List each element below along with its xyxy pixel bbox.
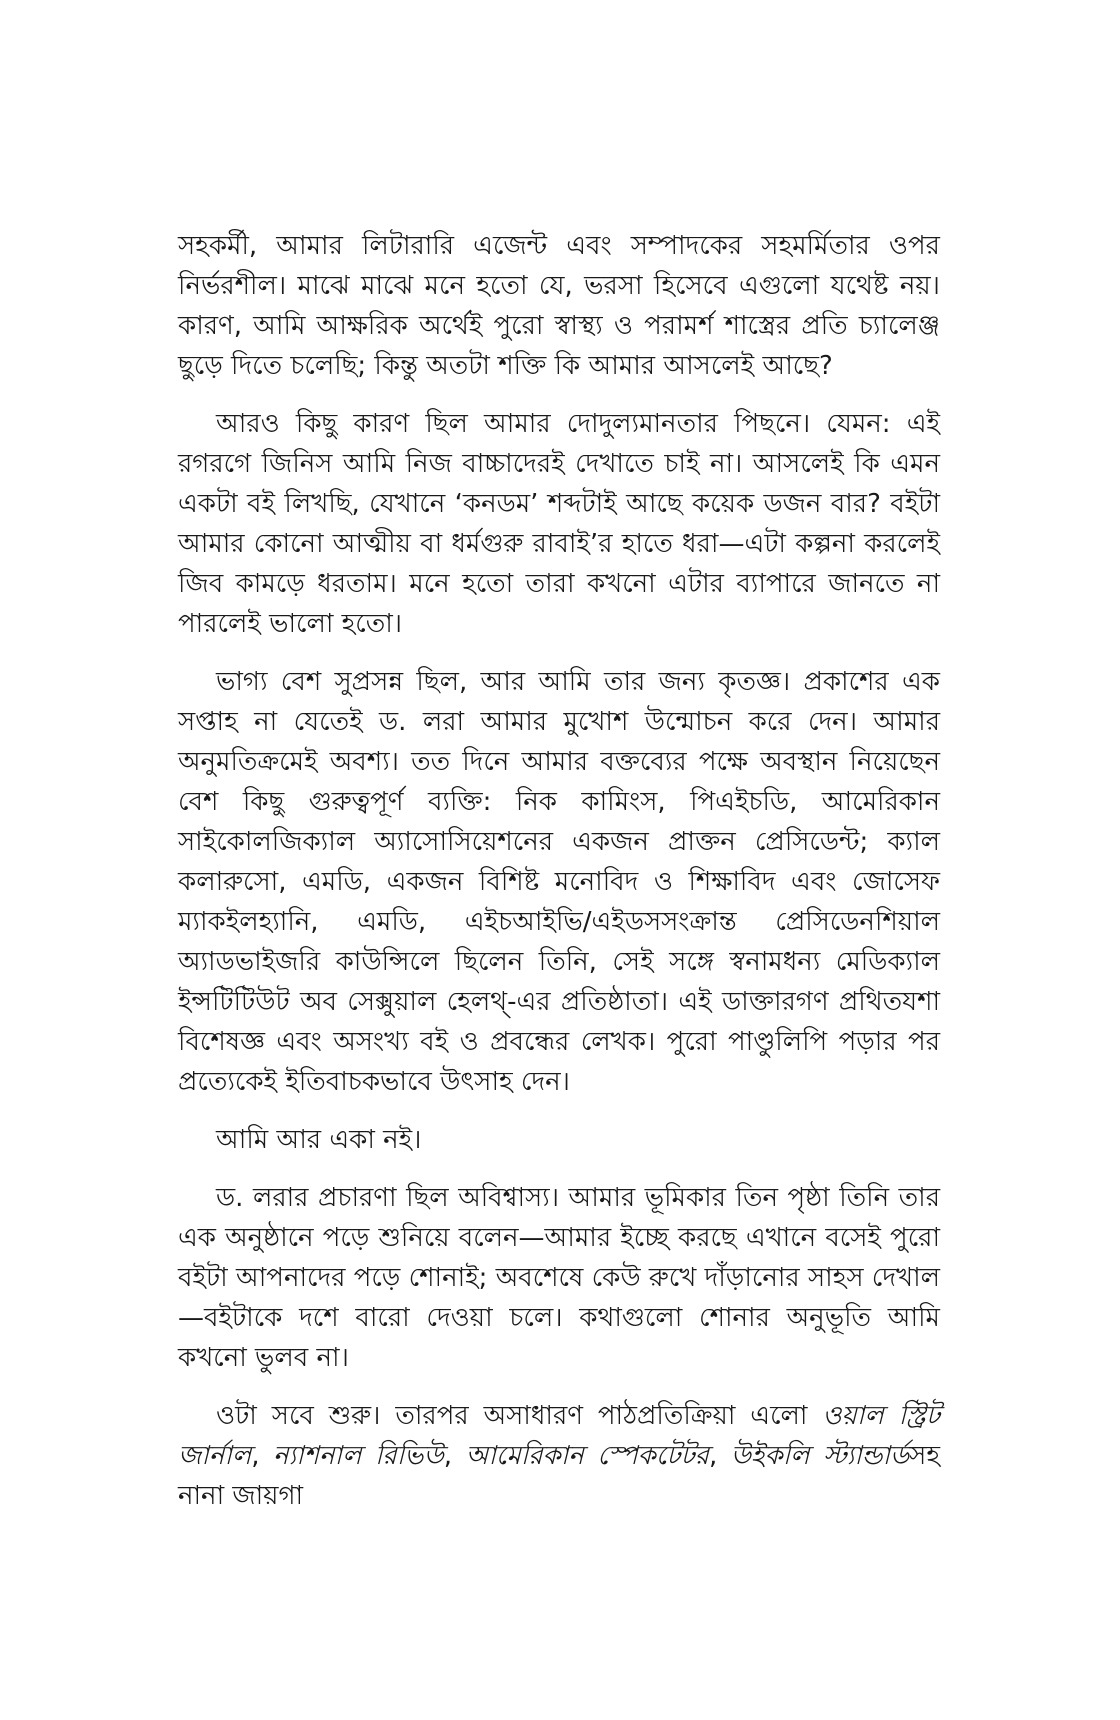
paragraph-4 (178, 1120, 940, 1160)
text-run: সহকর্মী, আমার লিটারারি এজেন্ট এবং সম্পাদকের সহমর্মিতার ওপর নির্ভরশীল। মাঝে মাঝে মনে হতো যে, ভরসা হিসেবে এগুলো যথেষ্ট নয়। কারণ, আমি আক্ষরিক অর্থেই পুরো স্বাস্থ্য ও পরামর্শ শাস্ত্রের প্রতি চ্যালেঞ্জ ছুড়ে দিতে চলেছি; কিন্তু অতটা শক্তি কি আমার আসলেই আছে? (178, 231, 940, 381)
text-run: আরও কিছু কারণ ছিল আমার দোদুল্যমানতার পিছনে। যেমন: এই রগরগে জিনিস আমি নিজ বাচ্চাদেরই দেখাতে চাই না। আসলেই কি এমন একটা বই লিখছি, যেখানে ‘কনডম’ শব্দটাই আছে কয়েক ডজন বার? বইটা আমার কোনো আত্মীয় বা ধর্মগুরু রাবাই’র হাতে ধরা—এটা কল্পনা করলেই জিব কামড়ে ধরতাম। মনে হতো তারা কখনো এটার ব্যাপারে জানতে না পারলেই ভালো হতো। (178, 409, 940, 639)
text-run: ভাগ্য বেশ সুপ্রসন্ন ছিল, আর আমি তার জন্য কৃতজ্ঞ। প্রকাশের এক সপ্তাহ না যেতেই ড. লরা আমার মুখোশ উন্মোচন করে দেন। আমার অনুমতিক্রমেই অবশ্য। তত দিনে আমার বক্তব্যের পক্ষে অবস্থান নিয়েছেন বেশ কিছু গুরুত্বপূর্ণ ব্যক্তি: নিক কামিংস, পিএইচডি, আমেরিকান সাইকোলজিক্যাল অ্যাসোসিয়েশনের একজন প্রাক্তন প্রেসিডেন্ট; ক্যাল কলারুসো, এমডি, একজন বিশিষ্ট মনোবিদ ও শিক্ষাবিদ এবং জোসেফ ম্যাকইলহ্যানি, এমডি, এইচআইভি/এইডসসংক্রান্ত প্রেসিডেনশিয়াল অ্যাডভাইজরি কাউন্সিলে ছিলেন তিনি, সেই সঙ্গে স্বনামধন্য মেডিক্যাল ইন্সটিটিউট অব সেক্সুয়াল হেলথ্-এর প্রতিষ্ঠাতা। এই ডাক্তারগণ প্রথিতযশা বিশেষজ্ঞ এবং অসংখ্য বই ও প্রবন্ধের লেখক। পুরো পাণ্ডুলিপি পড়ার পর প্রত্যেকেই ইতিবাচকভাবে উৎসাহ দেন। (178, 667, 940, 1097)
text-run: , (251, 1441, 274, 1471)
body-text (178, 226, 940, 1534)
paragraph-2 (178, 404, 940, 644)
text-run: ওটা সবে শুরু। তারপর অসাধারণ পাঠপ্রতিক্রিয়া এলো (216, 1401, 823, 1431)
text-run: ড. লরার প্রচারণা ছিল অবিশ্বাস্য। আমার ভূমিকার তিন পৃষ্ঠা তিনি তার এক অনুষ্ঠানে পড়ে শুনিয়ে বলেন—আমার ইচ্ছে করছে এখানে বসেই পুরো বইটা আপনাদের পড়ে শোনাই; অবশেষে কেউ রুখে দাঁড়ানোর সাহস দেখাল—বইটাকে দশে বারো দেওয়া চলে। কথাগুলো শোনার অনুভূতি আমি কখনো ভুলব না। (178, 1183, 940, 1373)
publication-title: আমেরিকান স্পেকটেটর (465, 1441, 709, 1471)
text-run: , (443, 1441, 466, 1471)
publication-title: ন্যাশনাল রিভিউ (273, 1441, 444, 1471)
paragraph-6 (178, 1396, 940, 1516)
text-run: আমি আর একা নই। (216, 1125, 422, 1155)
paragraph-3 (178, 662, 940, 1102)
text-run: , (708, 1441, 731, 1471)
paragraph-1 (178, 226, 940, 386)
text-run: সহ নানা জায়গা (178, 1441, 941, 1511)
publication-title: উইকলি স্ট্যান্ডার্ড (730, 1441, 910, 1471)
paragraph-5 (178, 1178, 940, 1378)
publication-title: ওয়াল স্ট্রিট জার্নাল (178, 1401, 940, 1471)
